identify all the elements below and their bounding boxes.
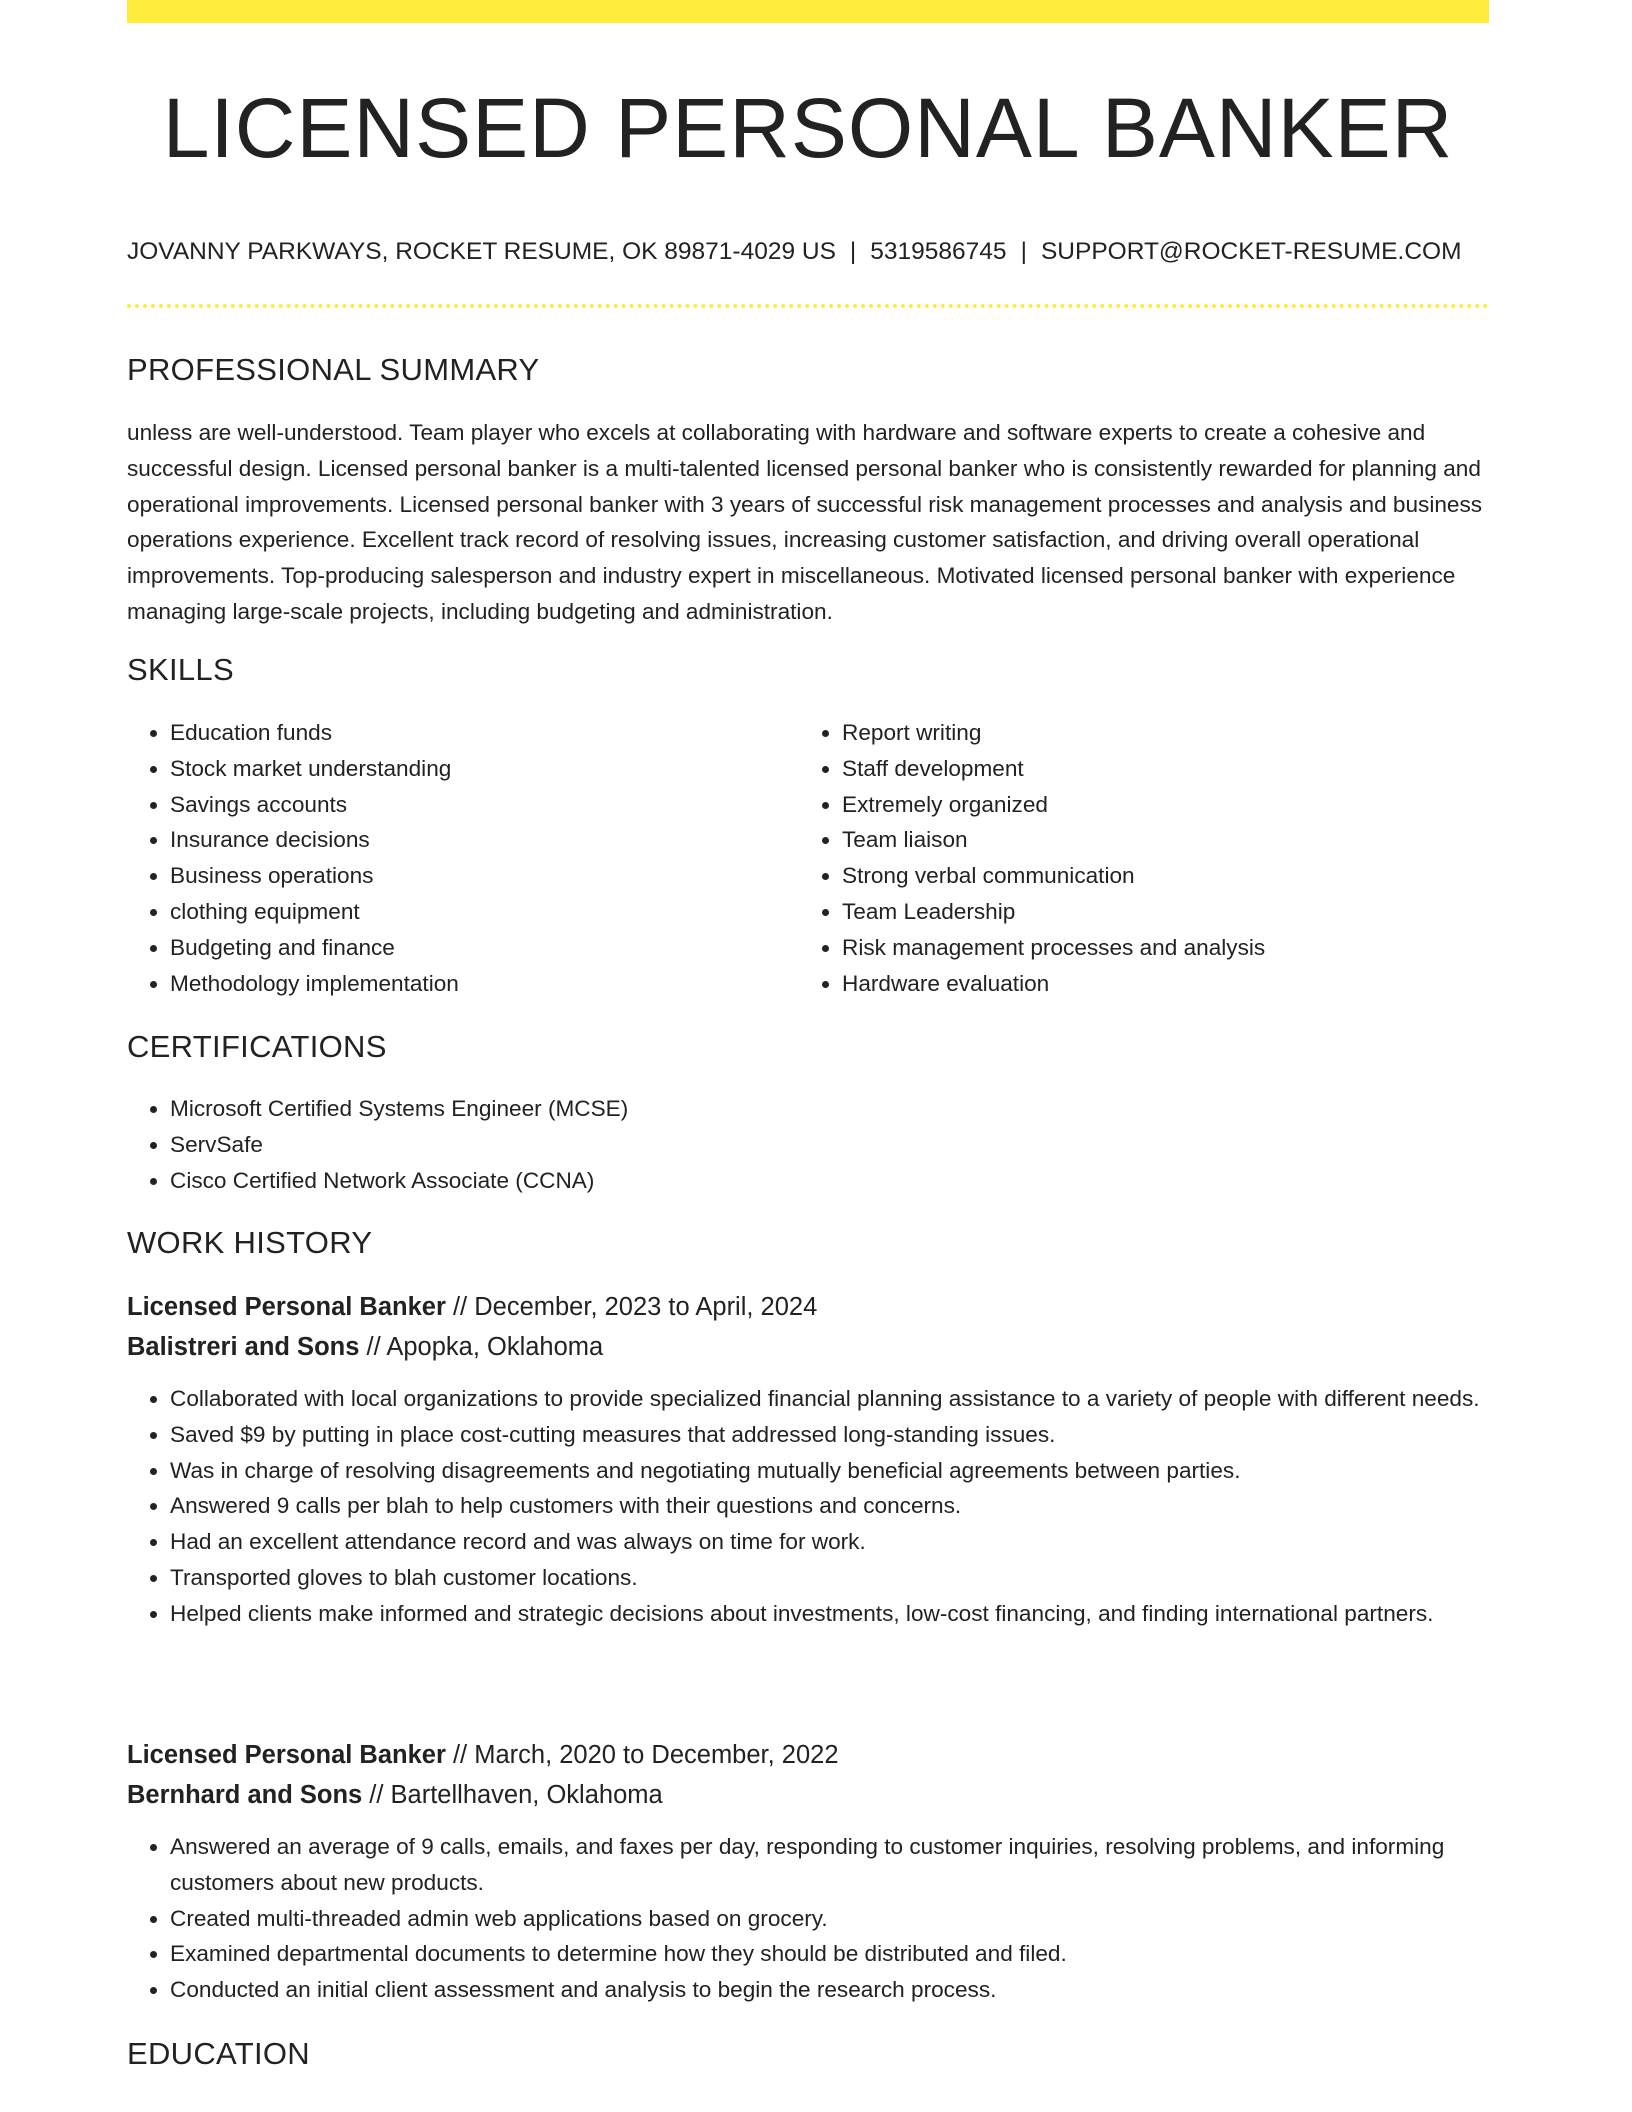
summary-heading: PROFESSIONAL SUMMARY <box>127 352 540 387</box>
job-company: Balistreri and Sons <box>127 1333 360 1361</box>
job-bullet: • Answered an average of 9 calls, emails, and faxes per day, responding to customer inquiries, resolving problems, and informing customers about new products. <box>170 1829 1540 1901</box>
skill-item: • Education funds <box>170 715 770 751</box>
work-history-heading: WORK HISTORY <box>127 1225 373 1260</box>
skill-item: • Team Leadership <box>842 894 1492 930</box>
certification-item: • ServSafe <box>170 1127 1470 1163</box>
skill-item: • Budgeting and finance <box>170 930 770 966</box>
certifications-heading: CERTIFICATIONS <box>127 1029 387 1064</box>
job-dates: // December, 2023 to April, 2024 <box>445 1293 818 1321</box>
job-title: Licensed Personal Banker <box>127 1293 446 1321</box>
skill-item: • Hardware evaluation <box>842 966 1492 1002</box>
job-title-line <box>127 1735 839 1775</box>
contact-email: SUPPORT@ROCKET-RESUME.COM <box>1040 238 1462 265</box>
certification-item: • Cisco Certified Network Associate (CCNA) <box>170 1163 1470 1199</box>
job-bullet: • Created multi-threaded admin web applications based on grocery. <box>170 1901 1540 1937</box>
job-title-line <box>127 1287 817 1327</box>
job-location: // Bartellhaven, Oklahoma <box>362 1781 663 1809</box>
resume-title: LICENSED PERSONAL BANKER <box>162 81 1454 175</box>
job-bullet: • Had an excellent attendance record and was always on time for work. <box>170 1524 1540 1560</box>
skill-item: • Stock market understanding <box>170 751 770 787</box>
skill-item: • Report writing <box>842 715 1492 751</box>
skills-heading: SKILLS <box>127 652 234 687</box>
job-title: Licensed Personal Banker <box>127 1741 446 1769</box>
job-bullet: • Examined departmental documents to determine how they should be distributed and filed. <box>170 1936 1540 1972</box>
summary-text: unless are well-understood. Team player who excels at collaborating with hardware and software experts to create a cohesive and successful design. Licensed personal banker is a multi-talented licensed personal banker who is consistently rewarded for planning and operational improvements. Licensed personal banker with 3 years of successful risk management processes and analysis and business operations experience. Excellent track record of resolving issues, increasing customer satisfaction, and driving overall operational improvements. Top-producing salesperson and industry expert in miscellaneous. Motivated licensed personal banker with experience managing large-scale projects, including budgeting and administration. <box>127 420 1483 624</box>
job-bullet: • Conducted an initial client assessment and analysis to begin the research process. <box>170 1972 1540 2008</box>
job-bullet: • Was in charge of resolving disagreements and negotiating mutually beneficial agreements between parties. <box>170 1453 1540 1489</box>
skill-item: • Business operations <box>170 858 770 894</box>
education-heading: EDUCATION <box>127 2036 310 2071</box>
job-bullet: • Saved $9 by putting in place cost-cutting measures that addressed long-standing issues. <box>170 1417 1540 1453</box>
job-bullet: • Answered 9 calls per blah to help customers with their questions and concerns. <box>170 1488 1540 1524</box>
contact-separator: | <box>849 238 857 265</box>
skill-item: • Staff development <box>842 751 1492 787</box>
contact-separator: | <box>1020 238 1027 265</box>
job-dates: // March, 2020 to December, 2022 <box>445 1741 839 1769</box>
skills-list-left <box>127 715 770 1001</box>
job-company: Bernhard and Sons <box>127 1781 363 1809</box>
contact-line <box>127 236 1527 268</box>
skill-item: • Insurance decisions <box>170 822 770 858</box>
skill-item: • Risk management processes and analysis <box>842 930 1492 966</box>
accent-bar <box>127 0 1489 23</box>
job-company-line <box>127 1327 603 1367</box>
skill-item: • Strong verbal communication <box>842 858 1492 894</box>
skill-item: • Extremely organized <box>842 787 1492 823</box>
job-bullets <box>127 1829 1540 2008</box>
job-location: // Apopka, Oklahoma <box>359 1333 604 1361</box>
job-bullet: • Helped clients make informed and strategic decisions about investments, low-cost financing, and finding international partners. <box>170 1596 1540 1632</box>
job-bullets <box>127 1381 1540 1632</box>
contact-address: JOVANNY PARKWAYS, ROCKET RESUME, OK 89871-4029 US <box>127 238 836 265</box>
skill-item: • Methodology implementation <box>170 966 770 1002</box>
job-company-line <box>127 1775 663 1815</box>
dotted-divider <box>127 304 1489 308</box>
skills-list-right <box>799 715 1492 1001</box>
contact-phone: 5319586745 <box>870 238 1007 265</box>
certification-item: • Microsoft Certified Systems Engineer (MCSE) <box>170 1091 1470 1127</box>
skill-item: • Team liaison <box>842 822 1492 858</box>
job-bullet: • Collaborated with local organizations to provide specialized financial planning assistance to a variety of people with different needs. <box>170 1381 1540 1417</box>
skill-item: • clothing equipment <box>170 894 770 930</box>
job-bullet: • Transported gloves to blah customer locations. <box>170 1560 1540 1596</box>
skill-item: • Savings accounts <box>170 787 770 823</box>
certifications-list <box>127 1091 1470 1198</box>
